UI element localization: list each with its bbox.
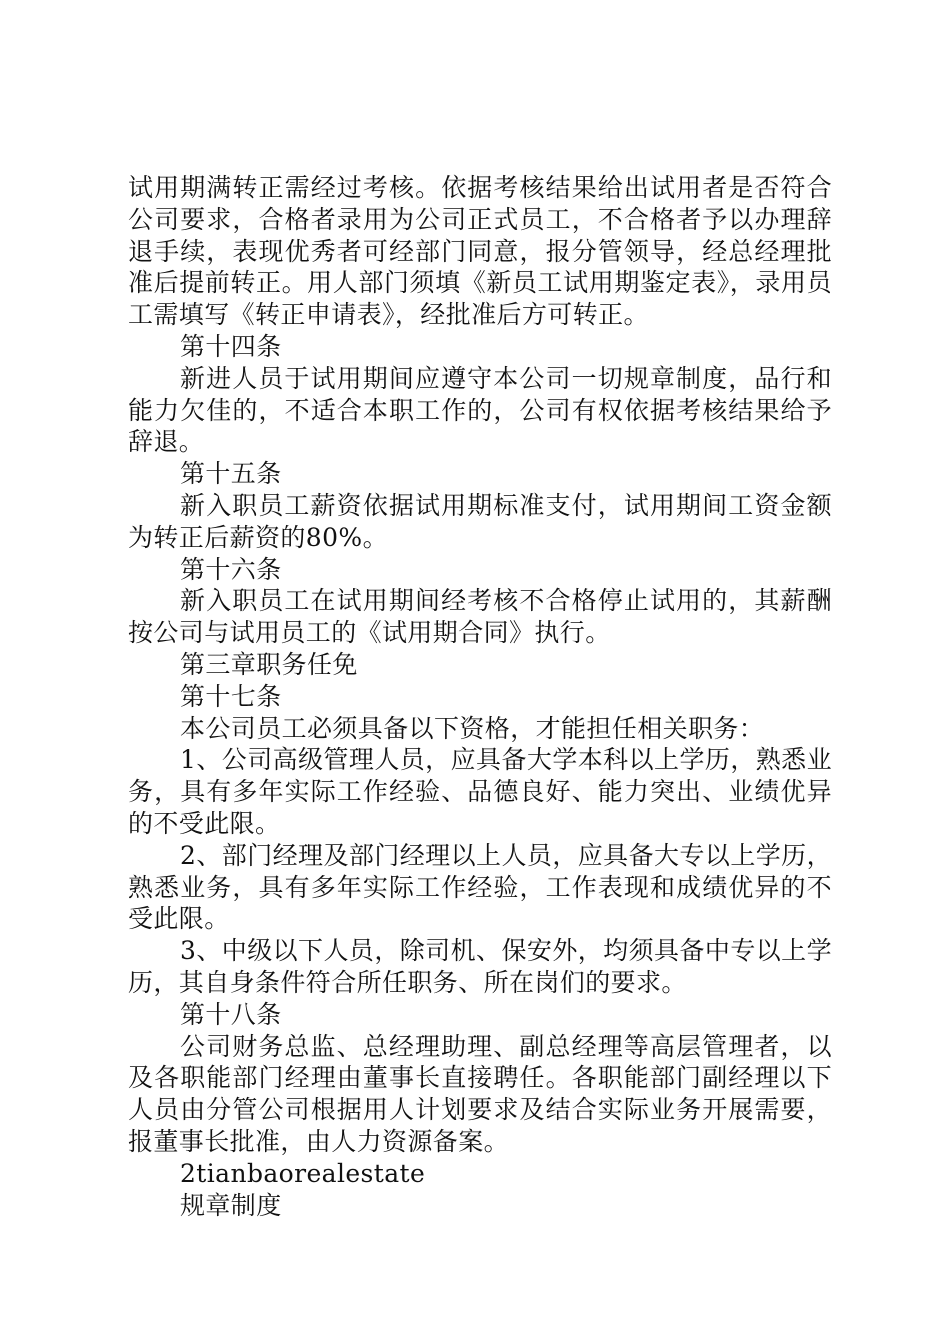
paragraph-article-18: 公司财务总监、总经理助理、副总经理等高层管理者，以及各职能部门经理由董事长直接聘任。各职能部门副经理以下人员由分管公司根据用人计划要求及结合实际业务开展需要，报董事长批准，由人力资源备案。: [128, 1031, 832, 1156]
list-item-junior-staff: 3、中级以下人员，除司机、保安外，均须具备中专以上学历，其自身条件符合所任职务、所在岗们的要求。: [128, 936, 832, 997]
list-item-department-managers: 2、部门经理及部门经理以上人员，应具备大专以上学历，熟悉业务，具有多年实际工作经验，工作表现和成绩优异的不受此限。: [128, 840, 832, 934]
article-heading-17: 第十七条: [180, 681, 282, 711]
paragraph-article-16: 新入职员工在试用期间经考核不合格停止试用的，其薪酬按公司与试用员工的《试用期合同》执行。: [128, 586, 832, 648]
footer-page-label: 2tianbaorealestate: [180, 1158, 426, 1188]
article-heading-16: 第十六条: [180, 554, 282, 584]
article-heading-15: 第十五条: [180, 459, 282, 489]
document-body: [128, 172, 832, 1221]
paragraph-probation-assessment: 试用期满转正需经过考核。依据考核结果给出试用者是否符合公司要求，合格者录用为公司正式员工，不合格者予以办理辞退手续，表现优秀者可经部门同意，报分管领导，经总经理批准后提前转正。用人部门须填《新员工试用期鉴定表》，录用员工需填写《转正申请表》，经批准后方可转正。: [128, 173, 832, 330]
article-heading-18: 第十八条: [180, 999, 282, 1029]
article-heading-14: 第十四条: [180, 331, 282, 361]
chapter-heading-3: 第三章职务任免: [180, 649, 358, 679]
paragraph-article-14: 新进人员于试用期间应遵守本公司一切规章制度，品行和能力欠佳的，不适合本职工作的，公司有权依据考核结果给予辞退。: [128, 363, 832, 457]
footer-document-title: 规章制度: [180, 1190, 282, 1220]
list-item-senior-managers: 1、公司高级管理人员，应具备大学本科以上学历，熟悉业务，具有多年实际工作经验、品德良好、能力突出、业绩优异的不受此限。: [128, 745, 832, 838]
paragraph-article-17-intro: 本公司员工必须具备以下资格，才能担任相关职务：: [180, 713, 765, 743]
paragraph-article-15: 新入职员工薪资依据试用期标准支付，试用期间工资金额为转正后薪资的80%。: [128, 490, 832, 552]
